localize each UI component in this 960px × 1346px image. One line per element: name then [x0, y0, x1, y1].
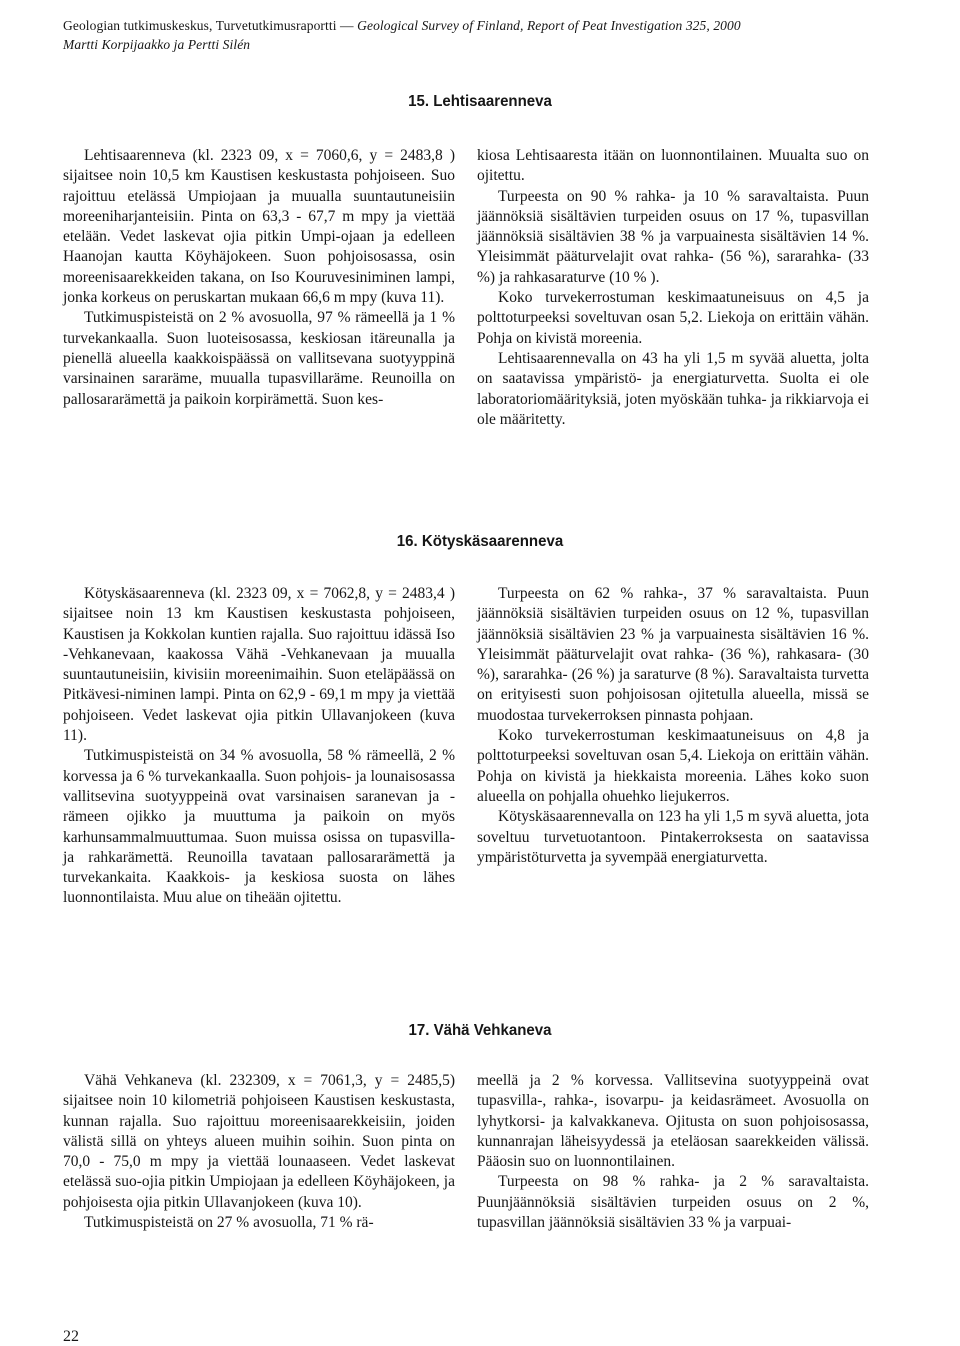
section-15-right-column	[477, 146, 869, 430]
paragraph: Tutkimuspisteistä on 27 % avosuolla, 71 % rä-	[84, 1214, 374, 1232]
header-publisher: Geologian tutkimuskeskus, Turvetutkimusraportti —	[63, 18, 358, 33]
section-17-left-column	[63, 1071, 455, 1233]
running-header	[63, 17, 741, 34]
paragraph: Tutkimuspisteistä on 34 % avosuolla, 58 % rämeellä, 2 % korvessa ja 6 % turvekankaalla. Suon pohjois- ja lounaisosassa vallitsevina suotyyppeinä ovat varsinaisen saranevan ja -rämeen ojikko ja muuttuma ja paikoin on myös karhunsammalmuuttumaa. Suon muissa osissa on tupasvilla- ja rahkarämettä. Reunoilla tavataan pallosararämettä ja turvekankaita. Kaakkois- ja keskiosa suosta on lähes luonnontilaista. Muu alue on tiheään ojitettu.	[63, 747, 455, 907]
paragraph: kiosa Lehtisaaresta itään on luonnontilainen. Muualta suo on ojitettu.	[477, 147, 869, 185]
section-title-lehtisaarenneva: 15. Lehtisaarenneva	[408, 93, 552, 110]
paragraph: Koko turvekerrostuman keskimaatuneisuus on 4,8 ja polttoturpeeksi soveltuvan osan 5,4. Liekoja on erittäin vähän. Pohja on kivistä ja hiekkaista moreenia. Lähes koko suon alueella on pohjalla ohuehko liejukerros.	[477, 727, 869, 805]
paragraph: Vähä Vehkaneva (kl. 232309, x = 7061,3, y = 2485,5) sijaitsee noin 10 kilometriä pohjoiseen Kaustisen keskustasta, kunnan rajalla. Suo rajoittuu moreenisaarekkeisiin, joiden välistä sillä on yhteys alueen muihin soihin. Suon pinta on 70,0 - 75,0 m mpy ja viettää lounaaseen. Vedet laskevat etelässä suo-ojia pitkin Umpiojaan ja edelleen Köyhäjokeen, ja pohjoisesta ojia pitkin Ullavanjokeen (kuva 10).	[63, 1072, 455, 1211]
paragraph: Koko turvekerrostuman keskimaatuneisuus on 4,5 ja polttoturpeeksi soveltuvan osan 5,2. Liekoja on erittäin vähän. Pohja on kivistä moreenia.	[477, 289, 869, 347]
paragraph: Lehtisaarenneva (kl. 2323 09, x = 7060,6, y = 2483,8 ) sijaitsee noin 10,5 km Kaustisen keskustasta pohjoiseen. Suo rajoittuu etelässä Umpiojaan ja muualla suuntautuneisiin moreeniharjanteisiin. Pinta on 63,3 - 67,7 m mpy ja viettää etelään. Vedet laskevat ojia pitkin Umpi-ojaan ja edelleen Haanojan kautta Köyhäjokeen. Suon pohjoisosassa, osin moreenisaarekkeiden takana, on Iso Kouruvesiniminen lampi, jonka korkeus on peruskartan mukaan 66,6 m mpy (kuva 11).	[63, 147, 455, 307]
paragraph: Kötyskäsaarenneva (kl. 2323 09, x = 7062,8, y = 2483,4 ) sijaitsee noin 13 km Kaustisen keskustasta pohjoiseen, Kaustisen ja Kokkolan kuntien rajalla. Suo rajoittuu idässä Iso -Vehkanevaan, kaakossa Vähä -Vehkanevaan ja muualla suuntautuneisiin, kivisiin moreenimaihin. Suon eteläpäässä on Pitkävesi-niminen lampi. Pinta on 62,9 - 69,1 m mpy ja viettää pohjoiseen. Vedet laskevat ojia pitkin Ullavanjokeen (kuva 11).	[63, 585, 455, 745]
page-number: 22	[63, 1328, 79, 1345]
section-title-vaha-vehkaneva: 17. Vähä Vehkaneva	[408, 1022, 552, 1039]
paragraph: Lehtisaarennevalla on 43 ha yli 1,5 m syvää aluetta, jolta on saatavissa ympäristö- ja energiaturvetta. Suolta ei ole laboratoriomäärityksiä, joten myöskään tuhka- ja rikkiarvoja ei ole määritetty.	[477, 349, 869, 428]
paragraph: Turpeesta on 62 % rahka-, 37 % saravaltaista. Puun jäännöksiä sisältävien turpeiden osuus on 12 %, tupasvillan jäännöksiä sisältävien 23 % ja varpuainesta sisältävien 16 %. Yleisimmät pääturvelajit ovat rahka- (36 %), rahkasara- (30 %), sararahka- (26 %) ja saraturve (8 %). Saravaltaista turvetta on erityisesti suon pohjoisosan ojitetulla alueella, missä se muodostaa turvekerroksen pinnasta pohjaan.	[477, 585, 869, 724]
paragraph: Turpeesta on 90 % rahka- ja 10 % saravaltaista. Puun jäännöksiä sisältävien turpeiden osuus on 17 %, tupasvillan jäännöksiä sisältävien 38 % ja varpuainesta sisältävien 14 %. Yleisimmät pääturvelajit ovat rahka- (56 %), sararahka- (33 %) ja rahkasaraturve (10 % ).	[477, 187, 869, 286]
header-authors: Martti Korpijaakko ja Pertti Silén	[63, 37, 251, 52]
header-series: Geological Survey of Finland, Report of Peat Investigation 325, 2000	[357, 18, 741, 33]
section-16-left-column	[63, 584, 455, 909]
paragraph: Turpeesta on 98 % rahka- ja 2 % saravaltaista. Puunjäännöksiä sisältävien turpeiden osuus on 2 %, tupasvillan jäännöksiä sisältävien 33 % ja varpuai-	[477, 1173, 869, 1232]
paragraph: Tutkimuspisteistä on 2 % avosuolla, 97 % rämeellä ja 1 % turvekankaalla. Suon luoteisosassa, keskiosan itäreunalla ja pienellä alueella kaakkoispäässä on vallitsevana suotyyppinä varsinainen sararäme, muualla tupasvillaräme. Reunoilla on pallosararämettä ja paikoin korpirämettä. Suon kes-	[63, 309, 455, 408]
paragraph: meellä ja 2 % korvessa. Vallitsevina suotyyppeinä ovat tupasvilla-, rahka-, isovarpu- ja keidasrämeet. Avosuolla on lyhytkorsi- ja kalvakkaneva. Ojitusta on suon pohjoisosassa, kunnanrajan läheisyydessä ja eteläosan saarekkeiden välissä. Pääosin suo on luonnontilainen.	[477, 1072, 869, 1171]
section-17-right-column	[477, 1071, 869, 1233]
section-16-right-column	[477, 584, 869, 868]
section-15-left-column	[63, 146, 455, 410]
section-title-kotyskasaarenneva: 16. Kötyskäsaarenneva	[396, 533, 564, 550]
paragraph: Kötyskäsaarennevalla on 123 ha yli 1,5 m syvä aluetta, jota soveltuu turvetuotantoon. Pintakerroksesta on saatavissa ympäristöturvetta ja syvempää energiaturvetta.	[477, 808, 869, 866]
